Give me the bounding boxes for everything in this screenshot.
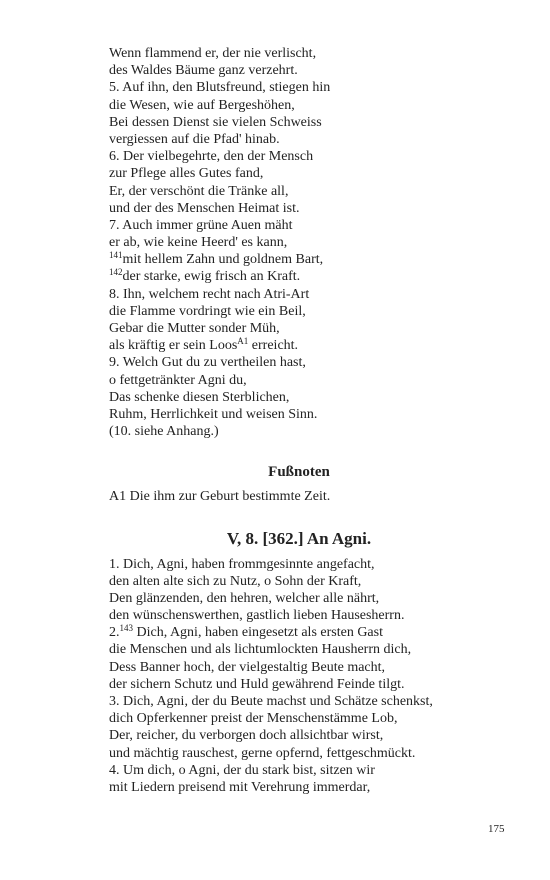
verse-line: Den glänzenden, den hehren, welcher alle nährt, [109, 590, 380, 606]
verse-line: Gebar die Mutter sonder Müh, [109, 321, 280, 336]
verse-line: 5. Auf ihn, den Blutsfreund, stiegen hin [109, 80, 331, 96]
verse-line: den alten alte sich zu Nutz, o Sohn der Kraft, [109, 573, 362, 589]
verse-line: (10. siehe Anhang.) [109, 424, 219, 440]
footnote-a1: A1 Die ihm zur Geburt bestimmte Zeit. [109, 489, 331, 505]
verse-text: der starke, ewig frisch an Kraft. [122, 269, 301, 285]
verse-line: 9. Welch Gut du zu vertheilen hast, [109, 355, 306, 371]
verse-line-fn143 [109, 624, 489, 641]
verse-block-2 [109, 556, 489, 797]
verse-text: mit hellem Zahn und goldnem Bart, [122, 252, 324, 268]
verse-line: 8. Ihn, welchem recht nach Atri-Art [109, 286, 310, 302]
verse-text: erreicht. [248, 338, 299, 354]
verse-line: die Flamme vordringt wie ein Beil, [109, 303, 306, 319]
verse-line: der sichern Schutz und Huld gewährend Feinde tilgt. [109, 676, 405, 692]
verse-line: zur Pflege alles Gutes fand, [109, 166, 264, 182]
verse-line: und mächtig rauschest, gerne opfernd, fettgeschmückt. [109, 745, 416, 761]
verse-line: Das schenke diesen Sterblichen, [109, 389, 290, 405]
verse-line: o fettgetränkter Agni du, [109, 372, 247, 388]
verse-line: Dess Banner hoch, der vielgestaltig Beute macht, [109, 659, 386, 675]
verse-line: Der, reicher, du verborgen doch allsichtbar wirst, [109, 728, 384, 744]
verse-line: dich Opferkenner preist der Menschenstämme Lob, [109, 711, 398, 727]
verse-line: den wünschenswerthen, gastlich lieben Hausesherrn. [109, 608, 405, 624]
verse-line: 3. Dich, Agni, der du Beute machst und Schätze schenkst, [109, 694, 433, 709]
footnote-marker-a1[interactable]: A1 [237, 336, 249, 347]
verse-line: Wenn flammend er, der nie verlischt, [109, 46, 317, 61]
page-body [109, 45, 489, 796]
verse-text: als kräftig er sein Loos [109, 338, 238, 354]
verse-line-loos [109, 337, 489, 354]
page-number: 175 [488, 823, 505, 835]
verse-line: 7. Auch immer grüne Auen mäht [109, 217, 293, 233]
verse-block-1 [109, 45, 489, 440]
verse-line: 4. Um dich, o Agni, der du stark bist, sitzen wir [109, 762, 375, 778]
verse-line: 1. Dich, Agni, haben frommgesinnte angefacht, [109, 556, 375, 572]
verse-text: Dich, Agni, haben eingesetzt als ersten Gast [133, 625, 383, 641]
verse-line: er ab, wie keine Heerd' es kann, [109, 235, 288, 251]
footnote-marker[interactable]: 143 [119, 623, 133, 634]
footnote-marker[interactable]: 142 [109, 267, 123, 278]
verse-line-fn142 [109, 268, 489, 285]
verse-line: die Wesen, wie auf Bergeshöhen, [109, 97, 295, 113]
verse-line: und der des Menschen Heimat ist. [109, 200, 300, 216]
verse-line-fn141 [109, 251, 489, 268]
verse-line: Bei dessen Dienst sie vielen Schweiss [109, 114, 322, 130]
verse-number: 2. [109, 625, 120, 641]
verse-line: die Menschen und als lichtumlockten Hausherrn dich, [109, 642, 412, 658]
verse-line: vergiessen auf die Pfad' hinab. [109, 131, 280, 147]
verse-line: des Waldes Bäume ganz verzehrt. [109, 63, 298, 79]
section-heading: V, 8. [362.] An Agni. [226, 528, 372, 548]
verse-line: mit Liedern preisend mit Verehrung immerdar, [109, 779, 371, 795]
verse-line: Ruhm, Herrlichkeit und weisen Sinn. [109, 406, 318, 422]
footnote-marker[interactable]: 141 [109, 250, 123, 261]
verse-line: Er, der verschönt die Tränke all, [109, 183, 289, 199]
footnotes-heading: Fußnoten [268, 464, 330, 481]
verse-line: 6. Der vielbegehrte, den der Mensch [109, 149, 314, 165]
